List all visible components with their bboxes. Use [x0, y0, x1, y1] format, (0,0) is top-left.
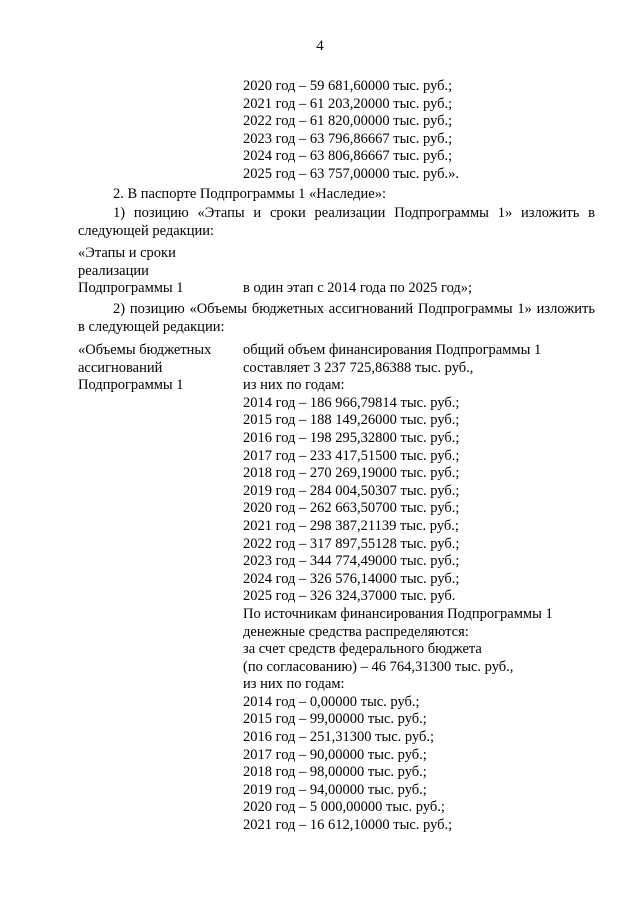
volume-line: 2019 год – 94,00000 тыс. руб.; [243, 781, 427, 798]
volumes-label [78, 342, 211, 395]
stages-value: в один этап с 2014 года по 2025 год»; [243, 280, 473, 296]
list-item: 2021 год – 61 203,20000 тыс. руб.; [243, 95, 453, 112]
volume-line: 2024 год – 326 576,14000 тыс. руб.; [243, 570, 460, 587]
volume-line: 2021 год – 298 387,21139 тыс. руб.; [243, 517, 459, 534]
volumes-label-line: ассигнований [78, 359, 163, 376]
volume-line: 2017 год – 233 417,51500 тыс. руб.; [243, 447, 460, 464]
volume-line: 2023 год – 344 774,49000 тыс. руб.; [243, 553, 460, 570]
volume-line: 2015 год – 188 149,26000 тыс. руб.; [243, 412, 460, 429]
volume-line: 2020 год – 262 663,50700 тыс. руб.; [243, 500, 460, 517]
item-2-paragraph: 2) позицию «Объемы бюджетных ассигнований Подпрограммы 1» изложить в следующей редакции: [78, 301, 595, 335]
volume-line: денежные средства распределяются: [243, 623, 469, 640]
volume-line: 2016 год – 198 295,32800 тыс. руб.; [243, 429, 460, 446]
volumes-label-line: Подпрограммы 1 [78, 377, 184, 394]
volume-line: 2020 год – 5 000,00000 тыс. руб.; [243, 799, 445, 816]
funding-list-continued [243, 78, 459, 184]
list-item: 2025 год – 63 757,00000 тыс. руб.». [243, 165, 460, 182]
stages-label-line: «Этапы и сроки [78, 245, 176, 261]
volume-line: 2016 год – 251,31300 тыс. руб.; [243, 729, 435, 746]
volume-line: 2018 год – 98,00000 тыс. руб.; [243, 764, 427, 781]
volume-line: По источникам финансирования Подпрограммы 1 [243, 605, 553, 622]
stages-label-line: реализации [78, 262, 149, 279]
item-1-paragraph: 1) позицию «Этапы и сроки реализации Подпрограммы 1» изложить в следующей редакции: [78, 205, 595, 239]
list-item: 2024 год – 63 806,86667 тыс. руб.; [243, 148, 453, 165]
volume-line: 2025 год – 326 324,37000 тыс. руб. [243, 588, 456, 605]
volume-line: 2014 год – 0,00000 тыс. руб.; [243, 693, 420, 710]
volume-line: (по согласованию) – 46 764,31300 тыс. руб., [243, 658, 514, 675]
section-2-heading: 2. В паспорте Подпрограммы 1 «Наследие»: [113, 186, 386, 202]
volumes-value [243, 342, 553, 835]
volume-line: 2017 год – 90,00000 тыс. руб.; [243, 746, 427, 763]
volume-line: из них по годам: [243, 676, 345, 693]
stages-label [78, 245, 184, 298]
list-item: 2022 год – 61 820,00000 тыс. руб.; [243, 113, 453, 130]
list-item: 2023 год – 63 796,86667 тыс. руб.; [243, 130, 453, 147]
volume-line: 2022 год – 317 897,55128 тыс. руб.; [243, 535, 460, 552]
volume-line: из них по годам: [243, 377, 345, 394]
stages-label-line: Подпрограммы 1 [78, 280, 184, 297]
page-number: 4 [316, 38, 324, 54]
volume-line: 2021 год – 16 612,10000 тыс. руб.; [243, 817, 453, 834]
volume-line: 2018 год – 270 269,19000 тыс. руб.; [243, 465, 460, 482]
volume-line: за счет средств федерального бюджета [243, 641, 482, 658]
volume-line: 2015 год – 99,00000 тыс. руб.; [243, 711, 427, 728]
volume-line: 2014 год – 186 966,79814 тыс. руб.; [243, 394, 460, 411]
volume-line: общий объем финансирования Подпрограммы 1 [243, 342, 542, 358]
volume-line: 2019 год – 284 004,50307 тыс. руб.; [243, 482, 460, 499]
volume-line: составляет 3 237 725,86388 тыс. руб., [243, 359, 474, 376]
list-item: 2020 год – 59 681,60000 тыс. руб.; [243, 78, 453, 94]
volumes-label-line: «Объемы бюджетных [78, 342, 212, 358]
